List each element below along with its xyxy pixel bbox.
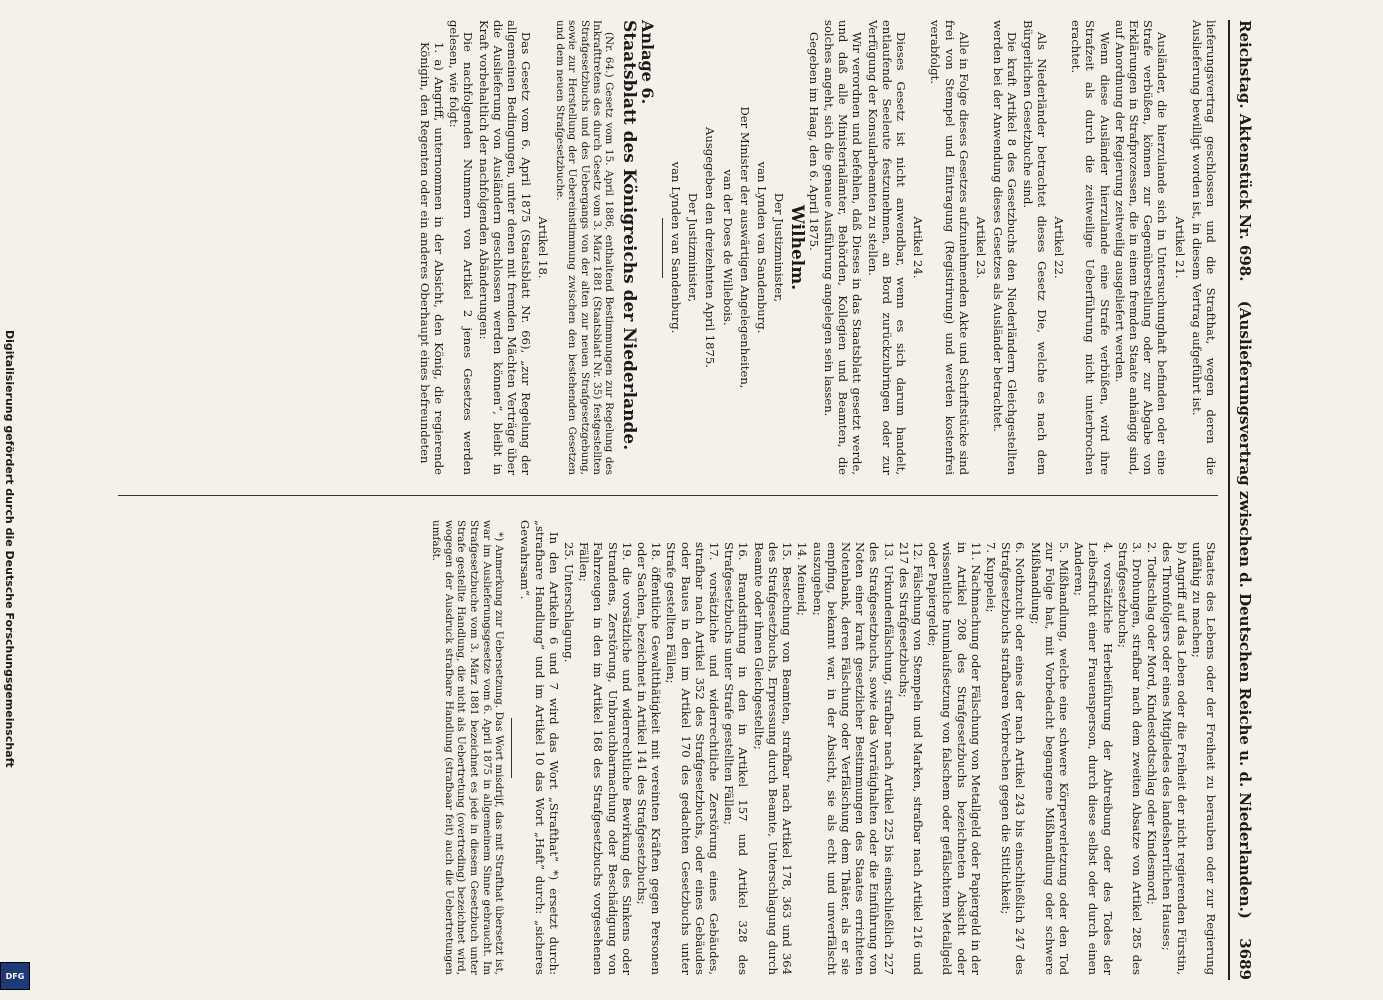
- separator-rule: [662, 218, 663, 278]
- page-header: [1228, 20, 1260, 980]
- article-heading: Artikel 24.: [911, 216, 926, 279]
- list-item: 12. Fälschung von Stempeln und Marken, strafbar nach Artikel 216 und 217 des Strafgesetzbuchs;: [896, 542, 925, 975]
- list-item: 11. Nachmachung oder Fälschung von Metallgeld oder Papiergeld in der in Artikel 208 des Strafgesetzbuchs bezeichneten Absicht oder wissentliche Inumlaufsetzung von falschem oder gefälschtem Metallgeld oder Papiergelde;: [926, 542, 983, 975]
- list-item: b) Angriff auf das Leben oder die Freiheit der nicht regierenden Fürstin, des Thronfolgers oder eines Mitgliedes des landesherrlichen Hauses;: [1160, 542, 1189, 975]
- signatory-name: van Lynden van Sandenburg.: [669, 161, 684, 334]
- list-item: 2. Todtschlag oder Mord, Kindestodtschlag oder Kindesmord;: [1145, 542, 1160, 905]
- header-middle: (Auslieferungsvertrag zwischen d. Deutschen Reiche u. d. Niederlanden.): [1236, 300, 1254, 919]
- digitization-note-text: Digitalisierung gefördert durch die Deutsche Forschungsgemeinschaft: [3, 330, 16, 768]
- list-item: 3. Drohungen, strafbar nach dem zweiten Absatze von Artikel 285 des Strafgesetzbuchs;: [1115, 542, 1144, 975]
- paragraph: Wir verordnen und befehlen, daß Dieses in das Staatsblatt gesetzt werde, und daß alle Ministerialämter, Behörden, Kollegien und Beamten, die solches angeht, sich die genaue Ausführung angelegen sein lassen.: [821, 20, 865, 475]
- article-heading: Artikel 21.: [1172, 216, 1187, 279]
- signatory-name: van der Does de Willebois.: [720, 169, 735, 326]
- paragraph: Dieses Gesetz ist nicht anwendbar, wenn es sich darum handelt, entlaufende Seeleute festzunehmen, an Bord zurückzubringen oder zur Verfügung der Konsularbeamten zu stellen.: [865, 20, 908, 475]
- signature-wilhelm: Wilhelm.: [786, 204, 807, 291]
- list-item: 5. Mißhandlung, welche eine schwere Körperverletzung oder den Tod zur Folge hat, mit Vorbedacht begangene Mißhandlung oder schwere Mißhandlung;: [1028, 542, 1071, 975]
- paragraph: Die nachfolgenden Nummern von Artikel 2 jenes Gesetzes werden gelesen, wie folgt:: [447, 20, 476, 475]
- digitization-note: [4, 330, 18, 990]
- issue-line: Ausgegeben den dreizehnten April 1875.: [703, 127, 718, 368]
- footnote-rule: [511, 718, 512, 778]
- list-item: 14. Meineid;: [795, 542, 810, 616]
- signatory-title: Der Justizminister,: [772, 192, 787, 303]
- paragraph: Wenn diese Ausländer hierzulande eine Strafe verbüßen, wird ihre Strafzeit als durch die zeitweilige Ueberführung nicht unterbrochen erachtet.: [1069, 20, 1112, 475]
- list-item: 6. Nothzucht oder eines der nach Artikel 243 bis einschließlich 247 des Strafgesetzbuchs strafbaren Verbrechen gegen die Sittlichkeit;: [999, 542, 1028, 975]
- annex-heading: Anlage 6.: [637, 20, 657, 105]
- dfg-logo: DFG: [0, 962, 30, 990]
- left-column: [417, 20, 1218, 475]
- signatory-title: Der Minister der auswärtigen Angelegenheiten,: [737, 106, 752, 389]
- list-item: 13. Urkundenfälschung, strafbar nach Artikel 225 bis einschließlich 227 des Strafgesetzbuchs, sowie das Vorrätighalten oder die Einführung von Noten einer kraft gesetzlicher Bestimmungen des Staates errichteten Notenbank, deren Fälschung oder Verfälschung dem Thäter, als er sie empfing, bekannt war, in der Absicht, sie als echt und unverfälscht auszugeben;: [810, 542, 896, 975]
- staatsblatt-title: Staatsblatt des Königreichs der Niederlande.: [618, 20, 639, 451]
- list-item: 25. Unterschlagung.: [562, 542, 577, 663]
- paragraph: Das Gesetz vom 6. April 1875 (Staatsblatt Nr. 66), „zur Regelung der allgemeinen Bedingungen, unter denen mit fremden Mächten Verträge über die Auslieferung von Ausländern geschlossen werden können“, bleibt in Kraft vorbehaltlich der nachfolgenden Abänderungen:: [476, 20, 534, 475]
- rotated-page-sheet: [10, 0, 1254, 1000]
- paragraph: Ausländer, die hierzulande sich in Untersuchunghaft befinden oder eine Strafe verbüßen, können zur Gegenüberstellung oder zur Abgabe von Erklärungen in Strafprozessen, die in einem fremden Staate anhängig sind, auf Anordnung der Regierung zeitweilig ausgeliefert werden.: [1112, 20, 1170, 475]
- list-item: 1. a) Angriff, unternommen in der Absicht, den König, die regierende Königin, den Regenten oder ein anderes Oberhaupt eines befreundeten: [417, 42, 447, 475]
- paragraph: lieferungsvertrag geschlossen und die Strafthat, wegen deren die Auslieferung bewilligt worden ist, in diesem Vertrag aufgeführt ist.: [1189, 20, 1218, 475]
- signatory-name: van Lynden van Sandenburg.: [755, 161, 770, 334]
- article-heading: Artikel 22.: [1051, 216, 1066, 279]
- right-column: [429, 520, 1218, 975]
- page-number: 3689: [1236, 938, 1254, 980]
- footnote: *) Anmerkung zur Uebersetzung. Das Wort misdrijf, das mit Strafthat übersetzt ist, war im Auslieferungsgesetze vom 6. April 1875 in allgemeinem Sinne gebraucht. Im Strafgesetzbuche vom 3. März 1881 bezeichnet es jede in diesem Gesetzbuch unter Strafe gestellte Handlung, die nicht als Uebertretung (overtreding) bezeichnet wird, wogegen der Ausdruck strafbare Handlung (strafbaar feit) auch die Uebertretungen umfaßt.: [430, 520, 506, 975]
- list-item: Staates des Lebens oder der Freiheit zu berauben oder zur Regierung unfähig zu machen;: [1189, 542, 1218, 975]
- paragraph: Als Niederländer betrachtet dieses Gesetz Die, welche es nach dem Bürgerlichen Gesetzbuche sind.: [1020, 20, 1049, 475]
- list-item: 19. die vorsätzliche und widerrechtliche Bewirkung des Sinkens oder Strandens, Zerstörung, Unbrauchbarmachung oder Beschädigung von Fahrzeugen in den im Artikel 168 des Strafgesetzbuchs vorgesehenen Fällen;: [577, 542, 634, 975]
- list-item: 15. Bestechung von Beamten, strafbar nach Artikel 178, 363 und 364 des Strafgesetzbuchs, Erpressung durch Beamte, Unterschlagung durch Beamte oder ihnen Gleichgestellte;: [751, 542, 795, 975]
- list-item: 7. Kuppelei;: [983, 542, 998, 613]
- article-heading: Artikel 23.: [973, 216, 988, 279]
- list-item: 18. öffentliche Gewaltthätigkeit mit vereinten Kräften gegen Personen oder Sachen, bezeichnet in Artikel 141 des Strafgesetzbuchs;: [635, 542, 664, 975]
- header-left: Reichstag. Aktenstück Nr. 698.: [1236, 20, 1254, 282]
- paragraph: Alle in Folge dieses Gesetzes aufzunehmenden Akte und Schriftstücke sind frei von Stempel und Eintragung (Registrirung) und werden kostenfrei verabfolgt.: [928, 20, 971, 475]
- article-heading: Artikel 18.: [536, 216, 551, 279]
- paragraph: Die kraft Artikel 8 des Gesetzbuchs den Niederländern Gleichgestellten werden bei der Anwendung dieses Gesetzes als Ausländer betrachtet.: [991, 20, 1020, 475]
- paragraph: In den Artikeln 6 und 7 wird das Wort „Strafthat“ *) ersetzt durch: „strafbare Handlung“ und im Artikel 10 das Wort „Haft“ durch: „sicheres Gewahrsam“.: [518, 520, 561, 975]
- signatory-title: Der Justizminister,: [686, 192, 701, 303]
- list-item: 4. vorsätzliche Herbeiführung der Abtreibung oder des Todes der Leibesfrucht einer Frauensperson, durch diese selbst oder durch einen Anderen;: [1072, 542, 1115, 975]
- list-item: 17. vorsätzliche und widerrechtliche Zerstörung eines Gebäudes, strafbar nach Artikel 352 des Strafgesetzbuchs, oder eines Gebäudes oder Baues in den im Artikel 170 des gedachten Gesetzbuchs unter Strafe gestellten Fällen;: [664, 542, 722, 975]
- date-line: Gegeben im Haag, den 6. April 1875.: [806, 32, 821, 251]
- column-divider: [118, 495, 1218, 496]
- list-item: 16. Brandstiftung in den in Artikel 157 und Artikel 328 des Strafgesetzbuchs unter Strafe gestellten Fällen;: [722, 542, 751, 975]
- law-summary: (Nr. 64.) Gesetz vom 15. April 1886, enthaltend Bestimmungen zur Regelung des Inkrafttretens des durch Gesetz vom 3. März 1881 (Staatsblatt Nr. 35) festgestellten Strafgesetzbuchs und des Uebergangs von der alten zur neuen Strafgesetzgebung, sowie zur Herstellung der Uebereinstimmung zwischen den bestehenden Gesetzen und dem neuen Strafgesetzbuche.: [553, 20, 616, 475]
